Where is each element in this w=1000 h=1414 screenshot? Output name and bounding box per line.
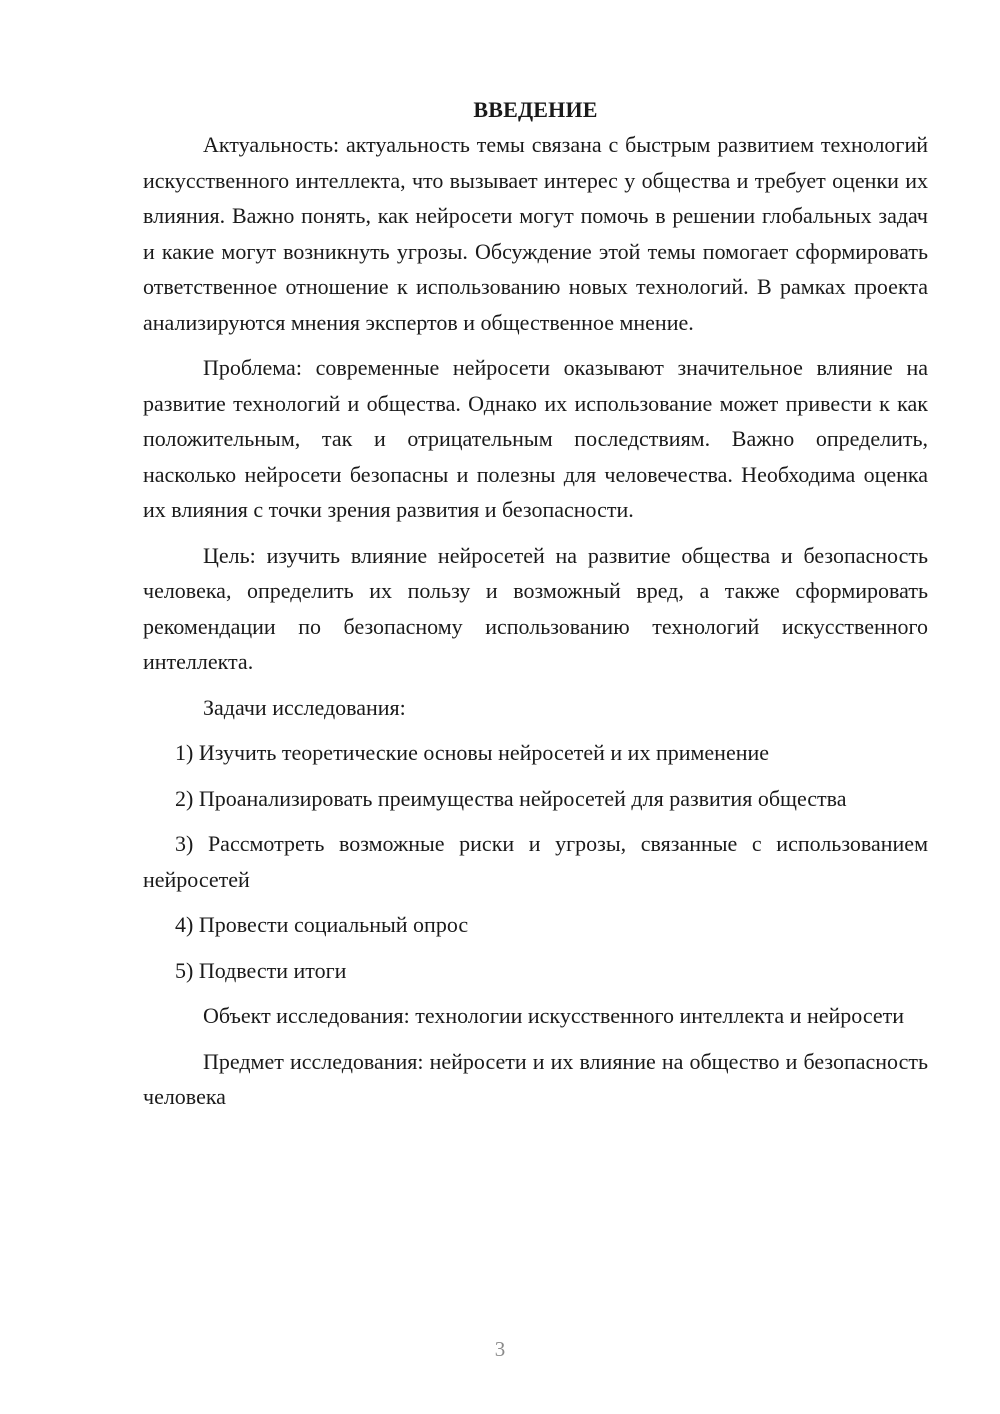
task-item-3: 3) Рассмотреть возможные риски и угрозы, связанные с использованием нейросетей xyxy=(143,831,928,892)
task-item-5: 5) Подвести итоги xyxy=(175,957,347,983)
research-subject-paragraph: Предмет исследования: нейросети и их влияние на общество и безопасность человека xyxy=(143,1048,928,1109)
page-number: 3 xyxy=(494,1337,506,1361)
task-item-1: 1) Изучить теоретические основы нейросетей и их применение xyxy=(175,740,770,765)
problem-paragraph: Проблема: современные нейросети оказывают значительное влияние на развитие технологий и общества. Однако их использование может привести к как положительным, так и отрицательным последствиям. Важно определить, насколько нейросети безопасны и полезны для человечества. Необходима оценка их влияния с точки зрения развития и безопасности. xyxy=(143,355,928,522)
tasks-heading: Задачи исследования: xyxy=(203,694,406,720)
page-content xyxy=(143,92,928,1115)
relevance-paragraph: Актуальность: актуальность темы связана с быстрым развитием технологий искусственного интеллекта, что вызывает интерес у общества и требует оценки их влияния. Важно понять, как нейросети могут помочь в решении глобальных задач и какие могут возникнуть угрозы. Обсуждение этой темы помогает сформировать ответственное отношение к использованию новых технологий. В рамках проекта анализируются мнения экспертов и общественное мнение. xyxy=(143,132,928,335)
task-item-4: 4) Провести социальный опрос xyxy=(175,912,469,937)
task-item-2: 2) Проанализировать преимущества нейросетей для развития общества xyxy=(175,785,847,811)
research-object-paragraph: Объект исследования: технологии искусственного интеллекта и нейросети xyxy=(203,1003,905,1028)
goal-paragraph: Цель: изучить влияние нейросетей на развитие общества и безопасность человека, определить их пользу и возможный вред, а также сформировать рекомендации по безопасному использованию технологий искусственного интеллекта. xyxy=(143,542,928,674)
section-heading: ВВЕДЕНИЕ xyxy=(473,97,598,122)
